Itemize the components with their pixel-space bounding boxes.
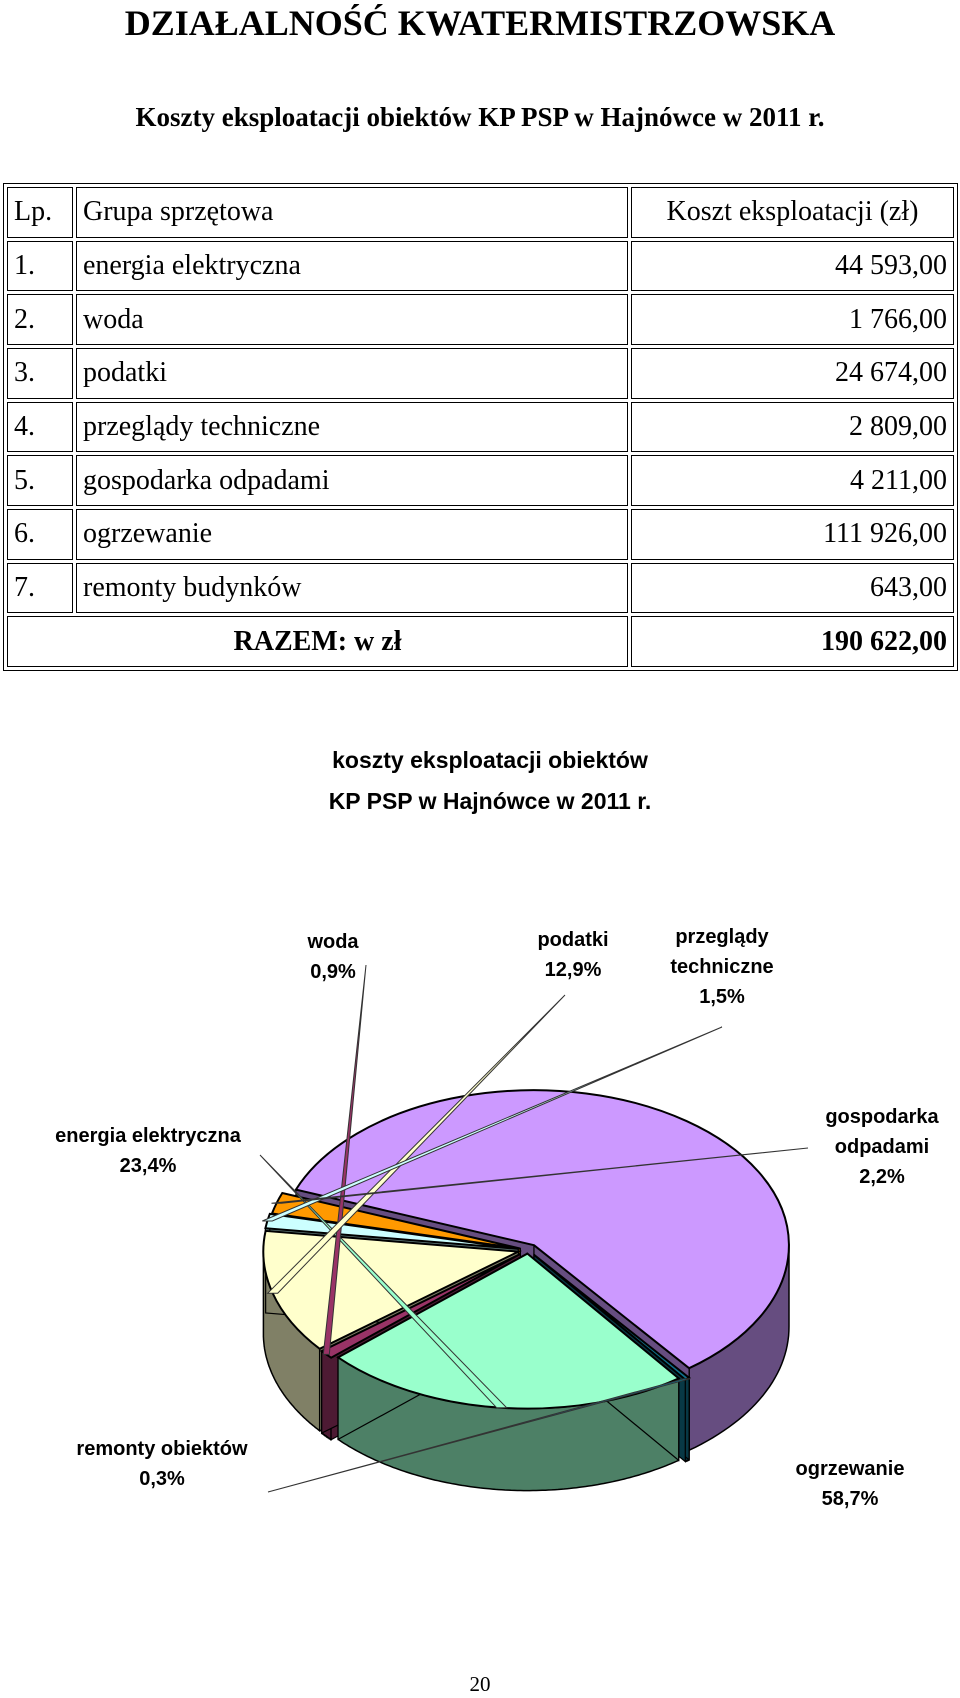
pie-slice-label: [76, 1438, 248, 1490]
pie-label-line: 23,4%: [119, 1155, 177, 1177]
table-total-row: [7, 616, 954, 667]
table-row: [7, 455, 954, 506]
row-cost: 111 926,00: [631, 509, 954, 560]
column-header-cost: Koszt eksploatacji (zł): [631, 187, 954, 238]
total-value: 190 622,00: [631, 616, 954, 667]
row-lp: 7.: [7, 563, 73, 614]
row-group: przeglądy techniczne: [76, 402, 628, 453]
pie-chart: [0, 740, 960, 1620]
pie-label-line: techniczne: [670, 956, 774, 978]
row-group: remonty budynków: [76, 563, 628, 614]
row-group: gospodarka odpadami: [76, 455, 628, 506]
table-row: [7, 402, 954, 453]
column-header-group: Grupa sprzętowa: [76, 187, 628, 238]
pie-label-line: gospodarka: [825, 1106, 939, 1128]
row-lp: 2.: [7, 294, 73, 345]
row-cost: 24 674,00: [631, 348, 954, 399]
pie-label-line: woda: [307, 931, 359, 953]
pie-slice-label: [670, 926, 773, 1008]
row-lp: 5.: [7, 455, 73, 506]
row-cost: 4 211,00: [631, 455, 954, 506]
page-heading: DZIAŁALNOŚĆ KWATERMISTRZOWSKA: [124, 3, 836, 43]
pie-label-line: energia elektryczna: [55, 1125, 241, 1147]
pie-slice-label: [796, 1458, 905, 1510]
row-group: ogrzewanie: [76, 509, 628, 560]
pie-label-line: 2,2%: [859, 1166, 905, 1188]
row-lp: 3.: [7, 348, 73, 399]
pie-label-line: 0,9%: [310, 961, 356, 983]
chart-title-line: KP PSP w Hajnówce w 2011 r.: [328, 788, 652, 814]
column-header-lp: Lp.: [7, 187, 73, 238]
total-label: RAZEM: w zł: [7, 616, 628, 667]
pie-label-line: przeglądy: [675, 926, 769, 948]
pie-slice-label: [825, 1106, 939, 1188]
row-lp: 1.: [7, 241, 73, 292]
table-row: [7, 294, 954, 345]
page-number: 20: [469, 1672, 491, 1696]
row-group: energia elektryczna: [76, 241, 628, 292]
row-cost: 643,00: [631, 563, 954, 614]
row-group: podatki: [76, 348, 628, 399]
chart-title-line: koszty eksploatacji obiektów: [332, 747, 648, 773]
pie-label-line: 12,9%: [544, 959, 602, 981]
cost-table: [3, 183, 958, 671]
pie-label-line: 58,7%: [821, 1488, 879, 1510]
pie-label-line: podatki: [537, 929, 609, 951]
pie-slice-label: [55, 1125, 242, 1177]
row-cost: 2 809,00: [631, 402, 954, 453]
pie-slice-label: [537, 929, 608, 981]
table-row: [7, 348, 954, 399]
pie-slice-label: [306, 931, 359, 983]
row-cost: 1 766,00: [631, 294, 954, 345]
table-row: [7, 509, 954, 560]
pie-label-line: odpadami: [834, 1136, 930, 1158]
row-lp: 4.: [7, 402, 73, 453]
chart-title: [329, 747, 652, 814]
pie-label-line: remonty obiektów: [76, 1438, 248, 1460]
pie-label-line: 0,3%: [139, 1468, 185, 1490]
pie-label-line: ogrzewanie: [795, 1458, 905, 1480]
row-lp: 6.: [7, 509, 73, 560]
table-row: [7, 563, 954, 614]
section-subheading: Koszty eksploatacji obiektów KP PSP w Hajnówce w 2011 r.: [135, 102, 825, 132]
pie-label-line: 1,5%: [699, 986, 745, 1008]
table-header-row: [7, 187, 954, 238]
table-row: [7, 241, 954, 292]
row-group: woda: [76, 294, 628, 345]
row-cost: 44 593,00: [631, 241, 954, 292]
